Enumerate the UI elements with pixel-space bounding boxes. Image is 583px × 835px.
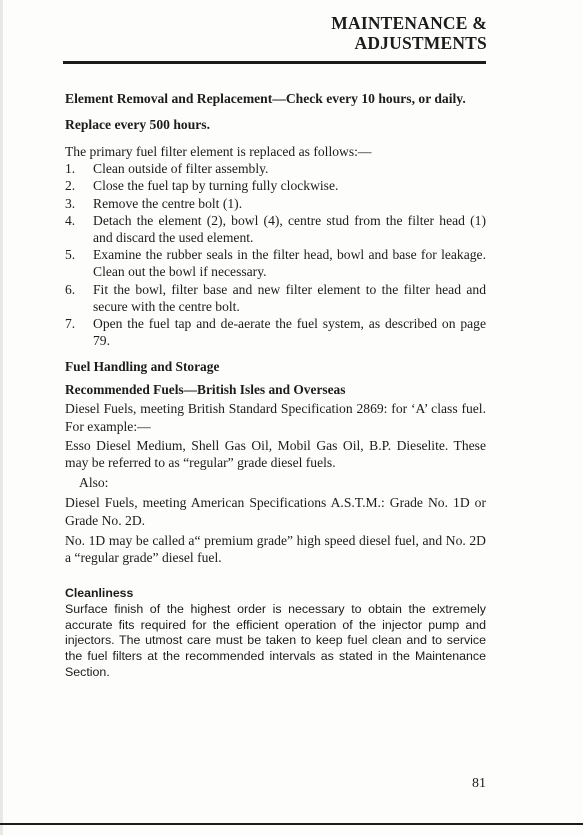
fuel-also: Also: [79,475,109,491]
step-text: Detach the element (2), bowl (4), centre stud from the filter head (1) and discard the used element. [93,212,486,246]
step-item [65,212,486,246]
page-number: 81 [472,776,486,791]
step-text: Examine the rubber seals in the filter head, bowl and base for leakage. Clean out the bowl if necessary. [93,247,486,280]
footer-divider [0,823,583,825]
step-number: 2. [65,178,76,194]
step-item [65,246,486,280]
step-number: 6. [65,281,76,297]
step-item [65,160,486,177]
header-divider [63,61,486,64]
replacement-steps [65,160,486,349]
section-title-line-2: ADJUSTMENTS [354,33,487,53]
recommended-fuels-heading: Recommended Fuels—British Isles and Overseas [65,382,346,398]
fuel-paragraph-4: No. 1D may be called a“ premium grade” high speed diesel fuel, and No. 2D a “regular grade” diesel fuel. [65,532,486,566]
step-item [65,177,486,194]
step-number: 5. [65,247,76,263]
cleanliness-text: Surface finish of the highest order is necessary to obtain the extremely accurate fits required for the efficient operation of the injector pump and injectors. The utmost care must be taken to keep fuel clean and to service the fuel filters at the recommended intervals as stated in the Maintenance Section. [65,602,486,679]
step-item [65,195,486,212]
fuel-paragraph-1: Diesel Fuels, meeting British Standard Specification 2869: for ‘A’ class fuel. For example:— [65,401,486,434]
element-heading-line-2: Replace every 500 hours. [65,117,210,132]
step-number: 7. [65,316,76,332]
page-body [65,90,486,680]
step-text: Open the fuel tap and de-aerate the fuel system, as described on page 79. [93,316,486,349]
element-heading-line-1: Element Removal and Replacement—Check every 10 hours, or daily. [65,91,466,106]
step-text: Fit the bowl, filter base and new filter element to the filter head and secure with the centre bolt. [93,281,486,314]
section-title [331,13,487,53]
step-text: Clean outside of filter assembly. [93,161,269,177]
step-text: Close the fuel tap by turning fully clockwise. [93,178,339,194]
step-number: 4. [65,212,76,228]
cleanliness-heading: Cleanliness [65,586,134,601]
step-item [65,315,486,349]
step-number: 3. [65,195,76,211]
step-item [65,281,486,315]
step-number: 1. [65,161,76,177]
fuel-handling-heading: Fuel Handling and Storage [65,359,220,375]
element-intro: The primary fuel filter element is replaced as follows:— [65,144,372,159]
fuel-paragraph-3: Diesel Fuels, meeting American Specifications A.S.T.M.: Grade No. 1D or Grade No. 2D. [65,495,486,528]
fuel-paragraph-2: Esso Diesel Medium, Shell Gas Oil, Mobil Gas Oil, B.P. Dieselite. These may be referred to as “regular” grade diesel fuels. [65,437,486,471]
page-edge [0,0,3,835]
step-text: Remove the centre bolt (1). [93,195,243,211]
section-title-line-1: MAINTENANCE & [331,13,487,33]
